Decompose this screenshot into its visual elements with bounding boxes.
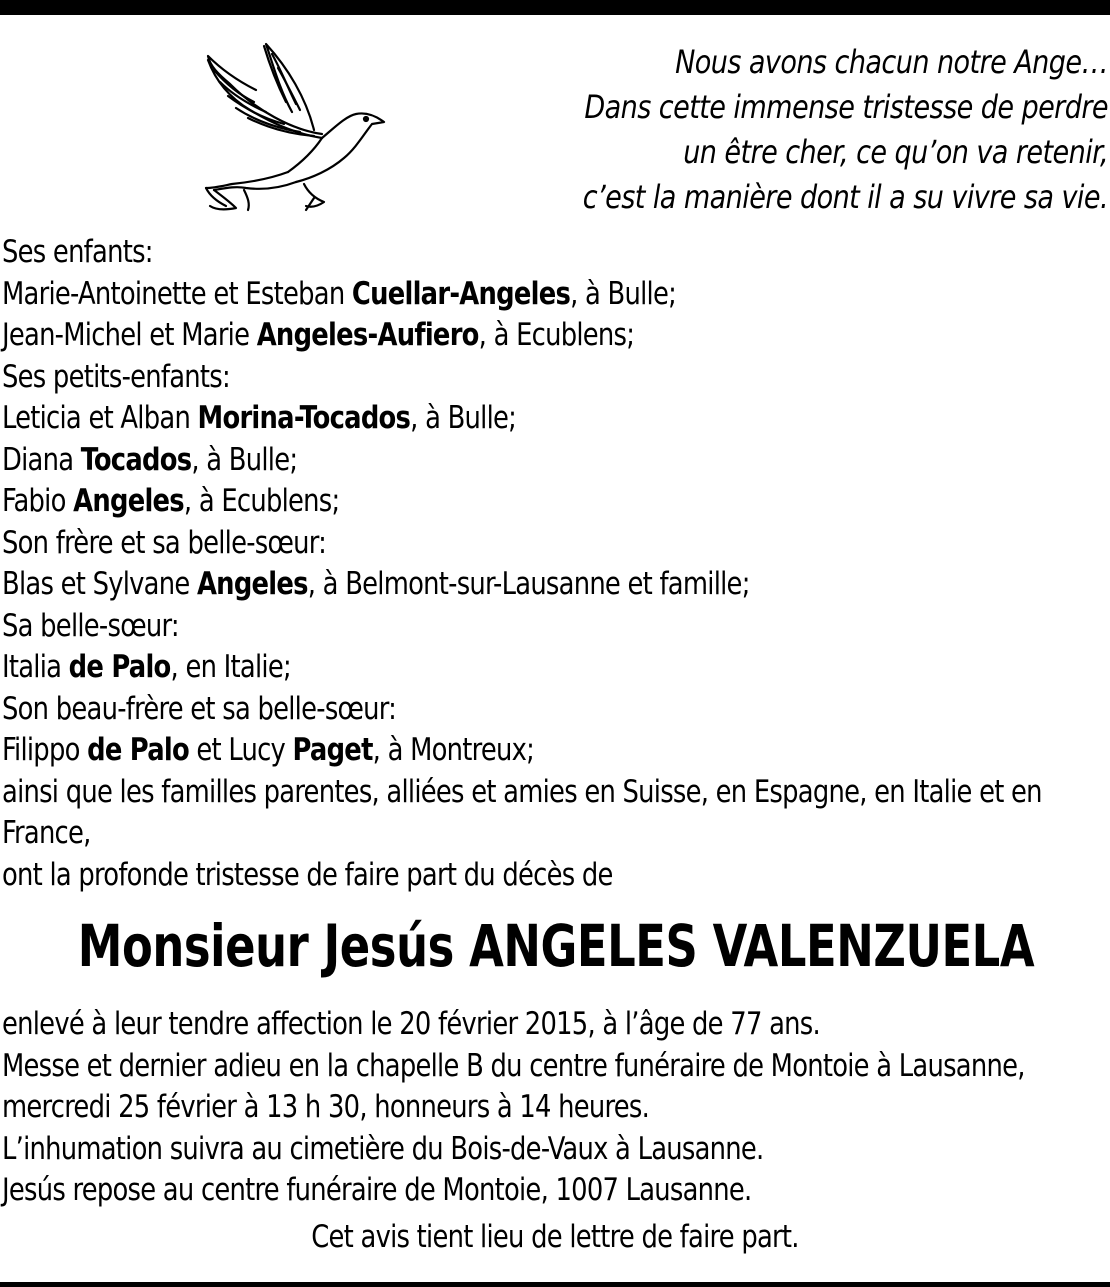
children-heading: Ses enfants: xyxy=(2,234,153,270)
detail-line: L’inhumation suivra au cimetière du Bois-de-Vaux à Lausanne. xyxy=(2,1130,764,1167)
detail-line: Messe et dernier adieu en la chapelle B du centre funéraire de Montoie à Lausanne, mercredi 25 février à 13 h 30, honneurs à 14 heures. xyxy=(2,1047,1025,1125)
family-line: Diana Tocados, à Bulle; xyxy=(2,441,298,478)
family-line: Jean-Michel et Marie Angeles-Aufiero, à Ecublens; xyxy=(2,317,635,353)
funeral-details xyxy=(2,1004,1108,1212)
surname: Angeles-Aufiero xyxy=(256,317,479,353)
closing-note: Cet avis tient lieu de lettre de faire part. xyxy=(311,1219,799,1255)
family-list xyxy=(2,232,1042,896)
family-line: Fabio Angeles, à Ecublens; xyxy=(2,483,340,519)
opening-poem xyxy=(431,40,1108,220)
bottom-rule xyxy=(0,1282,1110,1287)
brother-in-law-heading: Son beau-frère et sa belle-sœur: xyxy=(2,690,397,727)
dove-icon xyxy=(196,38,388,220)
relatives-line: ainsi que les familles parentes, alliées et amies en Suisse, en Espagne, en Italie et en France, xyxy=(2,773,1042,851)
family-line: Marie-Antoinette et Esteban Cuellar-Angeles, à Bulle; xyxy=(2,275,677,312)
family-line: Leticia et Alban Morina-Tocados, à Bulle; xyxy=(2,400,517,436)
surname: Morina-Tocados xyxy=(197,400,411,436)
family-line: Italia de Palo, en Italie; xyxy=(2,649,291,685)
poem-line: Nous avons chacun notre Ange… xyxy=(675,43,1108,81)
surname: Paget xyxy=(292,732,373,768)
family-line: Blas et Sylvane Angeles, à Belmont-sur-Lausanne et famille; xyxy=(2,566,750,602)
top-rule xyxy=(0,0,1110,15)
surname: de Palo xyxy=(87,732,189,768)
surname: Tocados xyxy=(80,441,192,478)
surname: Cuellar-Angeles xyxy=(351,275,571,312)
grandchildren-heading: Ses petits-enfants: xyxy=(2,358,230,395)
poem-line: c’est la manière dont il a su vivre sa vie. xyxy=(582,178,1108,216)
announcement-line: ont la profonde tristesse de faire part du décès de xyxy=(2,856,613,893)
deceased-name: Monsieur Jesús ANGELES VALENZUELA xyxy=(77,912,1035,980)
brother-heading: Son frère et sa belle-sœur: xyxy=(2,524,327,561)
detail-line: enlevé à leur tendre affection le 20 février 2015, à l’âge de 77 ans. xyxy=(2,1006,820,1042)
surname: Angeles xyxy=(73,483,184,519)
surname: de Palo xyxy=(68,649,171,685)
poem-line: Dans cette immense tristesse de perdre xyxy=(584,88,1108,126)
family-line: Filippo de Palo et Lucy Paget, à Montreux; xyxy=(2,732,535,768)
sister-in-law-heading: Sa belle-sœur: xyxy=(2,607,179,644)
detail-line: Jesús repose au centre funéraire de Montoie, 1007 Lausanne. xyxy=(2,1172,752,1208)
poem-line: un être cher, ce qu’on va retenir, xyxy=(683,133,1108,171)
surname: Angeles xyxy=(196,566,308,602)
